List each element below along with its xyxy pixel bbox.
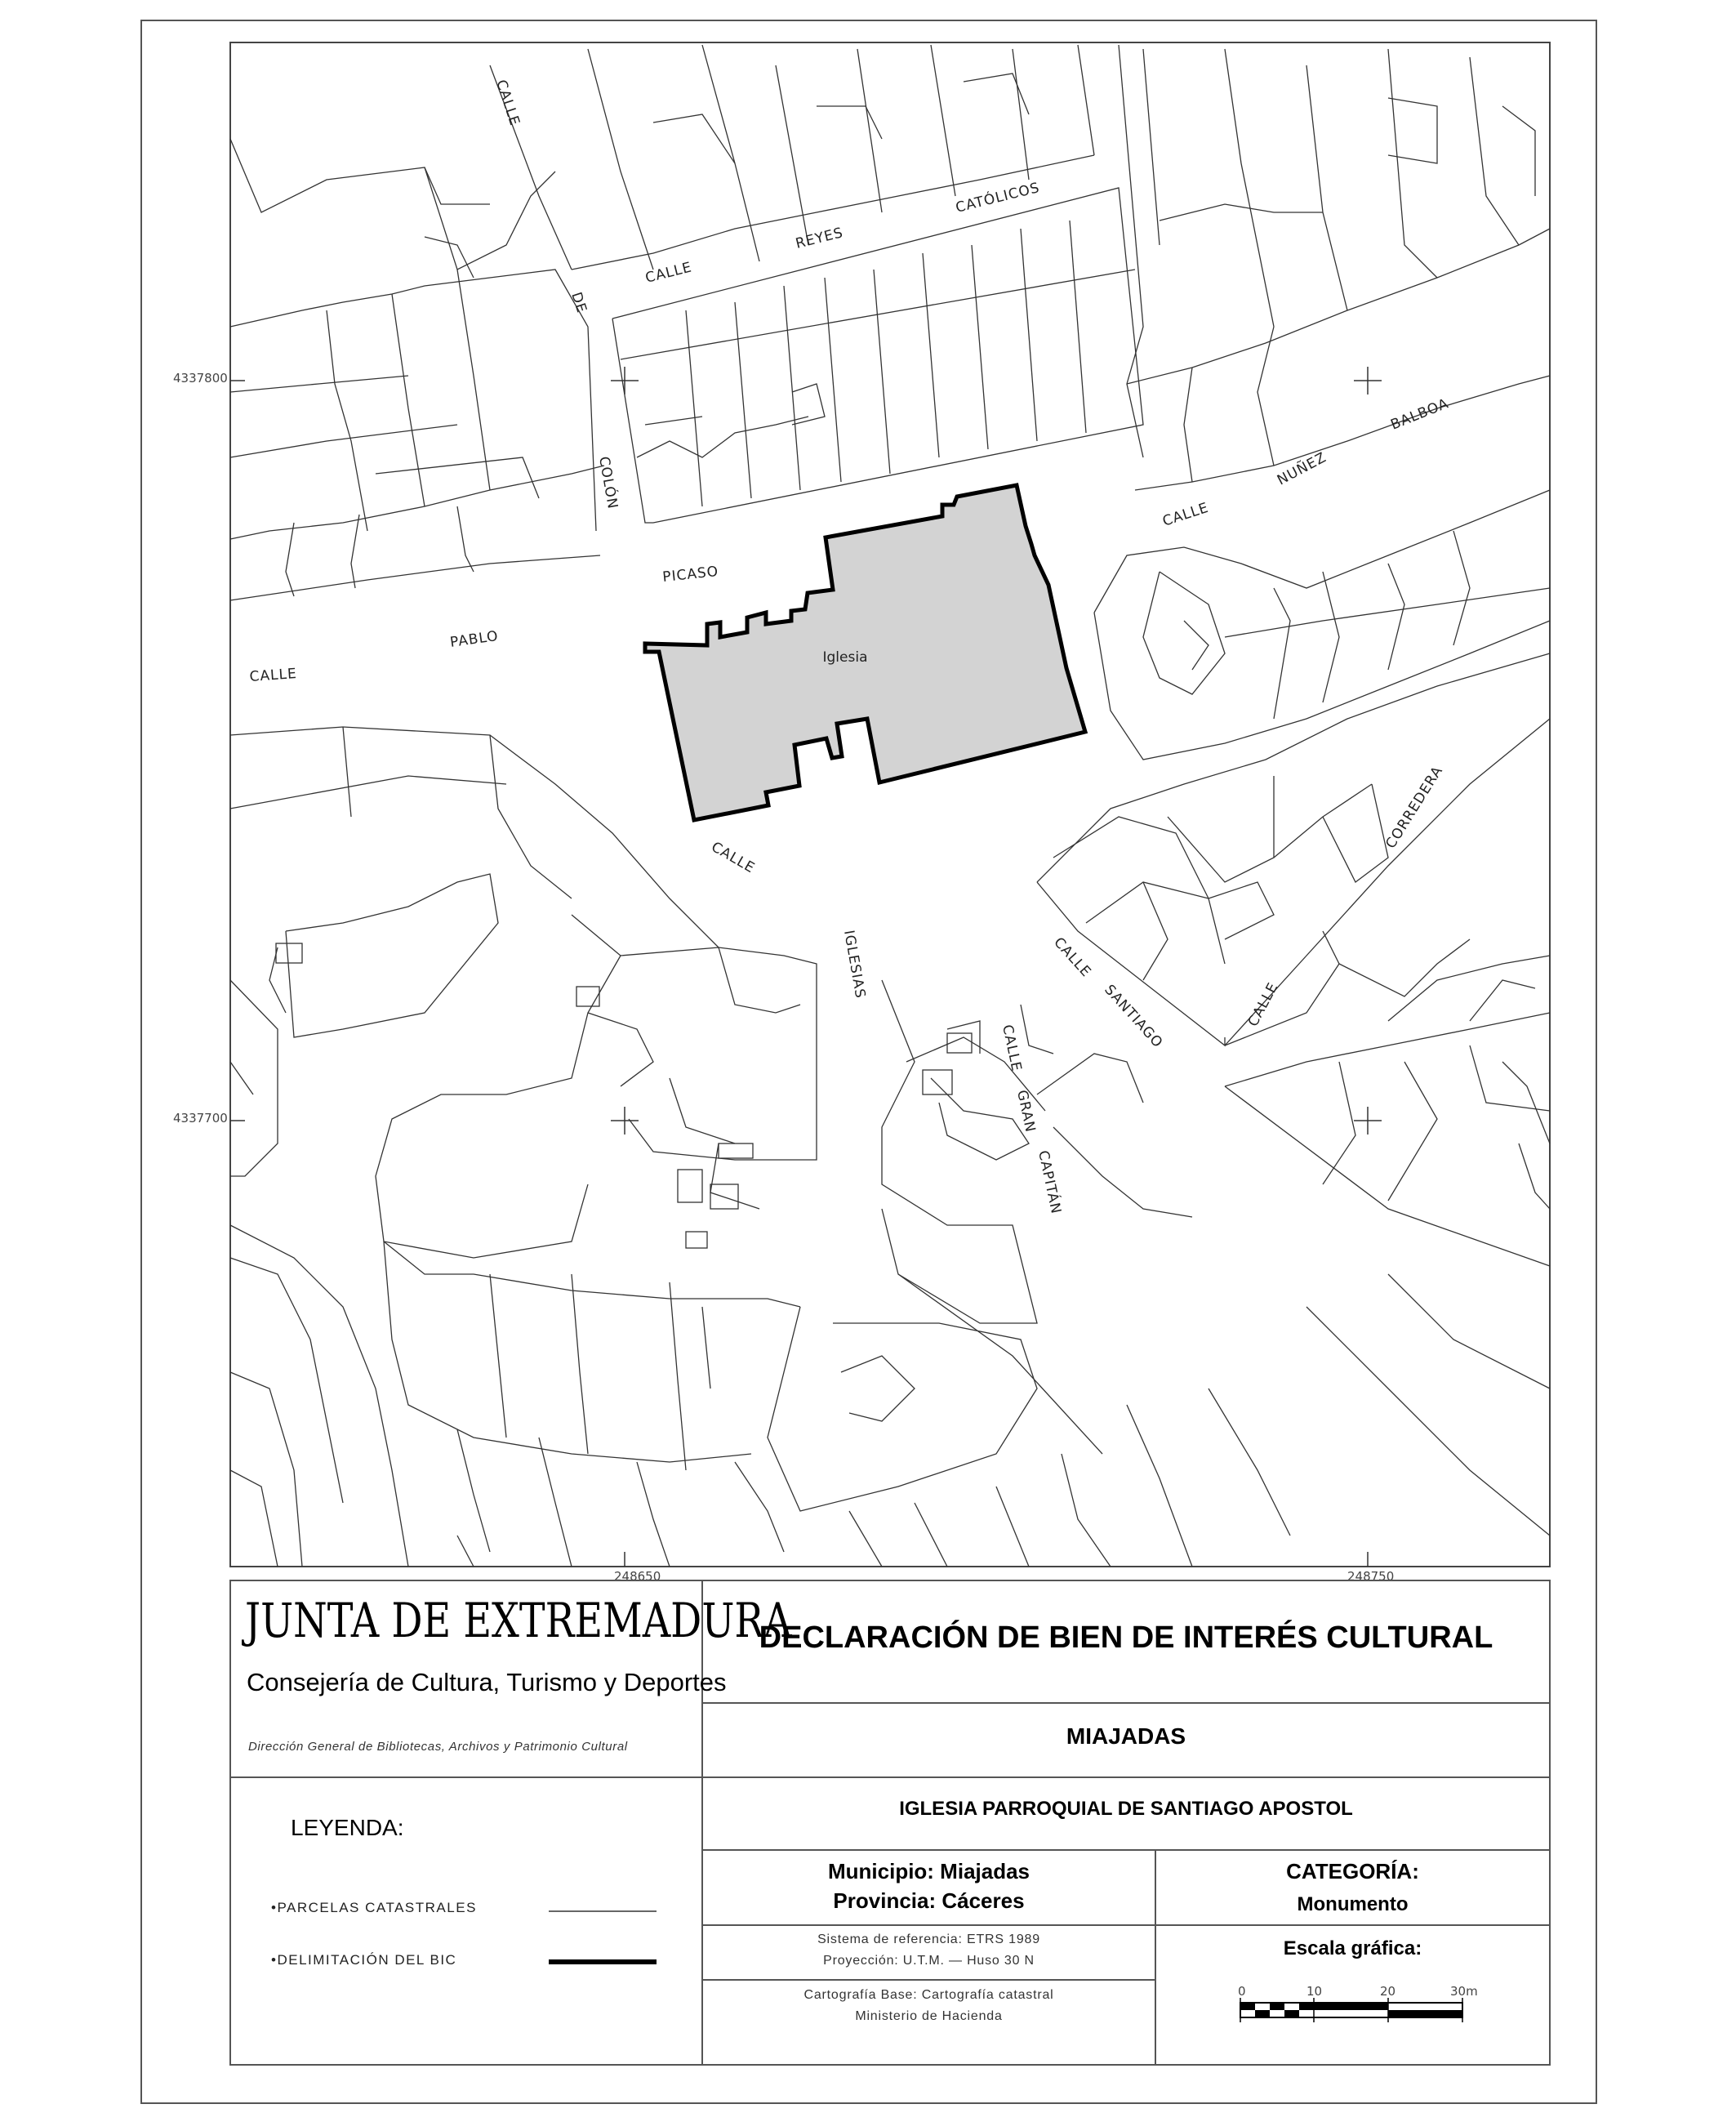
department-name: Dirección General de Bibliotecas, Archivos y Patrimonio Cultural	[248, 1740, 628, 1754]
street-label: CORREDERA	[1382, 763, 1447, 852]
monument-name: IGLESIA PARROQUIAL DE SANTIAGO APOSTOL	[899, 1798, 1353, 1820]
scale-tick: 30m	[1450, 1984, 1478, 1999]
category-label: CATEGORÍA:	[1286, 1859, 1419, 1883]
reference-system: Sistema de referencia: ETRS 1989	[817, 1932, 1040, 1946]
coord-east-right: 248750	[1347, 1569, 1395, 1584]
street-label: COLÓN	[595, 455, 621, 511]
church-label: Iglesia	[822, 649, 868, 666]
cartography-base: Cartografía Base: Cartografía catastral	[803, 1988, 1054, 2002]
street-label: CALLE	[999, 1023, 1025, 1073]
street-label: SANTIAGO	[1101, 981, 1166, 1052]
org-name: JUNTA DE EXTREMADURA	[245, 1593, 792, 1648]
grid-crosses	[230, 367, 1382, 1567]
coord-north-top: 4337800	[173, 371, 228, 386]
legend-item-parcels: •PARCELAS CATASTRALES	[271, 1900, 477, 1915]
scale-tick: 10	[1306, 1984, 1323, 1999]
street-label: PABLO	[448, 627, 500, 651]
cadastral-parcels	[230, 45, 1550, 1567]
street-label: PICASO	[661, 563, 720, 586]
coord-north-bottom: 4337700	[173, 1111, 228, 1126]
legend-item-bic: •DELIMITACIÓN DEL BIC	[271, 1952, 457, 1968]
provincia-label: Provincia: Cáceres	[833, 1888, 1025, 1913]
street-label: NUÑEZ	[1274, 449, 1329, 489]
cartography-source: Ministerio de Hacienda	[855, 2009, 1003, 2023]
street-label: CALLE	[1160, 499, 1211, 530]
category-value: Monumento	[1297, 1893, 1409, 1915]
street-label: CALLE	[1050, 934, 1095, 981]
scale-label: Escala gráfica:	[1283, 1937, 1422, 1959]
street-label: CALLE	[643, 259, 694, 287]
scale-tick: 20	[1380, 1984, 1396, 1999]
street-label: CALLE	[708, 839, 758, 877]
street-label: IGLESIAS	[840, 929, 869, 1001]
street-label: CAPITÁN	[1035, 1148, 1065, 1216]
street-label: CALLE	[1244, 979, 1282, 1030]
town-name: MIAJADAS	[1066, 1723, 1186, 1749]
declaration-title: DECLARACIÓN DE BIEN DE INTERÉS CULTURAL	[759, 1620, 1493, 1655]
scale-tick: 0	[1238, 1984, 1246, 1999]
street-label: REYES	[794, 225, 845, 252]
coord-east-left: 248650	[614, 1569, 661, 1584]
projection: Proyección: U.T.M. — Huso 30 N	[823, 1954, 1035, 1968]
municipio-label: Municipio: Miajadas	[827, 1859, 1030, 1883]
street-label: CALLE	[248, 665, 298, 685]
street-label: DE	[568, 290, 590, 316]
street-label: BALBOA	[1388, 395, 1452, 434]
street-label: CALLE	[492, 78, 523, 128]
ministry-name: Consejería de Cultura, Turismo y Deportes	[247, 1668, 727, 1696]
legend-title: LEYENDA:	[291, 1815, 404, 1840]
street-label: GRAN	[1013, 1088, 1039, 1135]
map-frame	[230, 42, 1550, 1567]
scale-bar	[1238, 1984, 1478, 2022]
street-label: CATÓLICOS	[954, 179, 1042, 216]
